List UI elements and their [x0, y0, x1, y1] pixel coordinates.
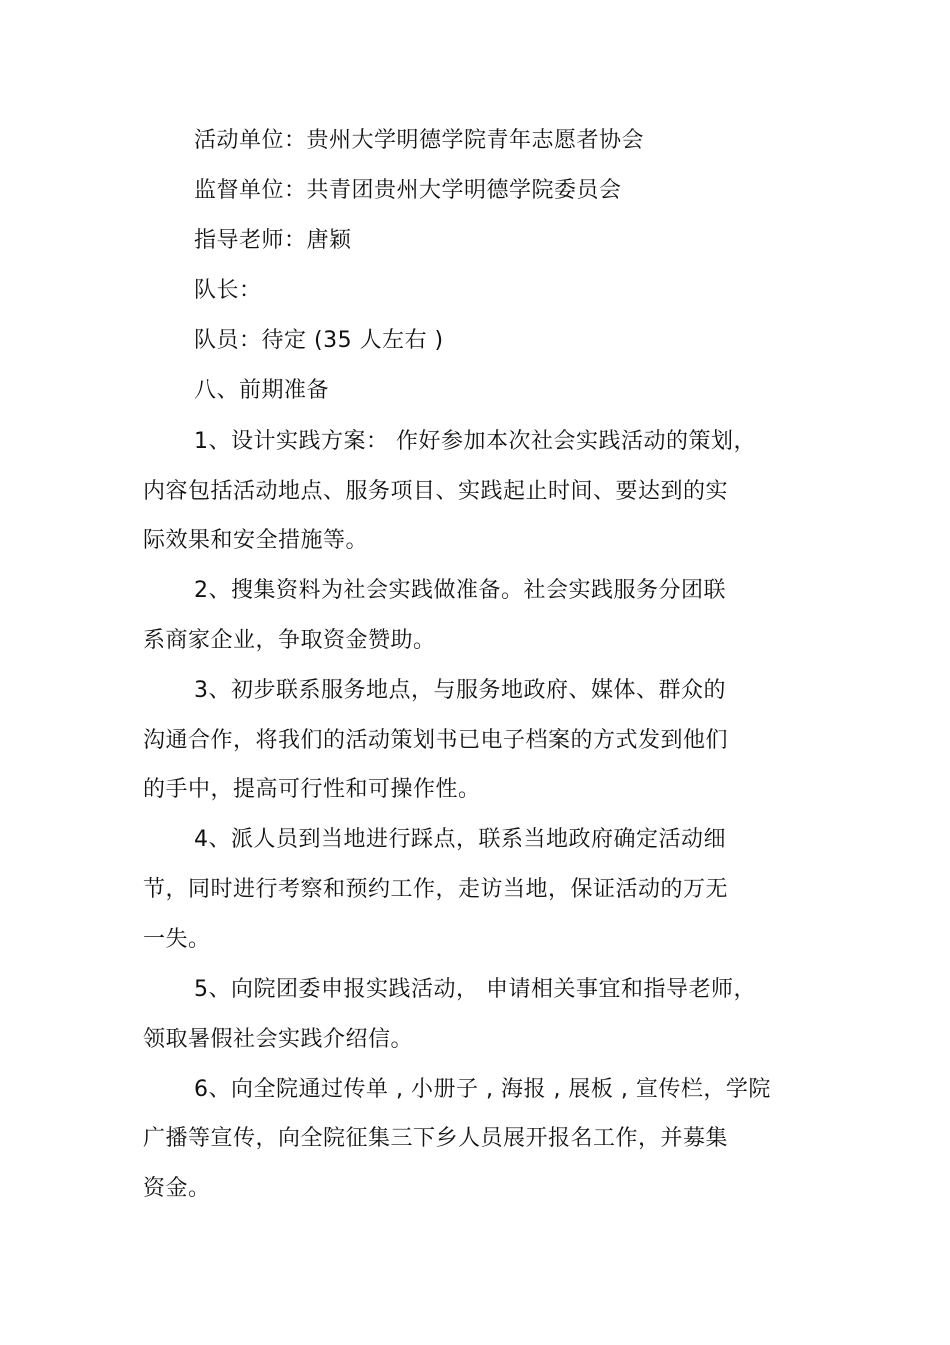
- team-leader-line: 队长：: [194, 278, 262, 303]
- item-5-line-1: 5、向院团委申报实践活动， 申请相关事宜和指导老师，: [194, 977, 756, 1002]
- item-4-line-1: 4、派人员到当地进行踩点，联系当地政府确定活动细: [194, 827, 726, 852]
- item-2-line-1: 2、搜集资料为社会实践做准备。社会实践服务分团联: [194, 578, 726, 603]
- item-1-line-1: 1、设计实践方案： 作好参加本次社会实践活动的策划，: [194, 429, 756, 454]
- item-1-line-3: 际效果和安全措施等。: [143, 528, 369, 553]
- item-6-line-2: 广播等宣传，向全院征集三下乡人员展开报名工作，并募集: [143, 1126, 729, 1151]
- team-members-line: 队员：待定 (35 人左右 ): [194, 328, 444, 353]
- supervision-unit-line: 监督单位：共青团贵州大学明德学院委员会: [194, 178, 622, 203]
- activity-unit-line: 活动单位：贵州大学明德学院青年志愿者协会: [194, 128, 645, 153]
- item-4-line-3: 一失。: [143, 927, 211, 952]
- advisor-line: 指导老师：唐颖: [194, 228, 352, 253]
- item-6-line-3: 资金。: [143, 1176, 211, 1201]
- item-5-line-2: 领取暑假社会实践介绍信。: [143, 1027, 414, 1052]
- item-3-line-1: 3、初步联系服务地点，与服务地政府、媒体、群众的: [194, 678, 726, 703]
- item-4-line-2: 节，同时进行考察和预约工作，走访当地，保证活动的万无: [143, 877, 729, 902]
- item-1-line-2: 内容包括活动地点、服务项目、实践起止时间、要达到的实: [143, 479, 729, 504]
- item-3-line-3: 的手中，提高可行性和可操作性。: [143, 777, 481, 802]
- item-2-line-2: 系商家企业，争取资金赞助。: [143, 628, 436, 653]
- item-3-line-2: 沟通合作，将我们的活动策划书已电子档案的方式发到他们: [143, 728, 729, 753]
- section-heading: 八、前期准备: [194, 378, 330, 403]
- item-6-line-1: 6、向全院通过传单 , 小册子 , 海报 , 展板 , 宣传栏，学院: [194, 1077, 771, 1102]
